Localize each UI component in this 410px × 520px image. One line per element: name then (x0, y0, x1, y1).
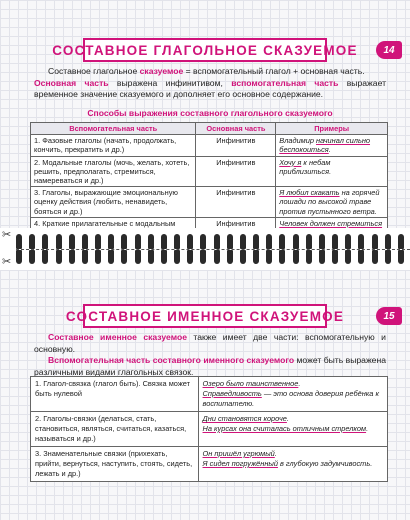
example-subject: Хочу я (279, 157, 302, 167)
spiral-coil (279, 234, 285, 264)
example-text: на горячей лошади по высокой траве против пустынного ветра. (279, 188, 380, 216)
table-header-row (31, 123, 388, 135)
spiral-coils (16, 234, 404, 264)
example-cell (276, 187, 388, 218)
example-cell (276, 156, 388, 187)
spiral-coil (29, 234, 35, 264)
spiral-coil (293, 234, 299, 264)
page-15 (0, 270, 410, 520)
example-text: . (328, 145, 331, 155)
example-predicate: Я сидел погружённый (202, 459, 278, 468)
spiral-coil (56, 234, 62, 264)
aux-cell: 4. Краткие прилагательные с модальным (31, 217, 196, 248)
main-cell: Инфинитив (196, 217, 276, 248)
link-type-cell: 3. Знаменательные связки (прихехать, прийти, вернуться, наступить, стоять, сидеть, лежать и др.) (31, 447, 199, 482)
intro-text: может быть выражена различными видами глагольных связок. (34, 355, 386, 377)
page-14 (0, 0, 410, 228)
table-heading: Способы выражения составного глагольного сказуемого (87, 108, 333, 118)
table-row (31, 156, 388, 187)
page-title: СОСТАВНОЕ ИМЕННОЕ СКАЗУЕМОЕ (83, 304, 327, 328)
column-header: Основная часть (196, 123, 276, 135)
spiral-coil (240, 234, 246, 264)
spiral-coil (306, 234, 312, 264)
example-predicate: Он пришёл угрюмый (202, 449, 275, 458)
term-aux-part: Вспомогательная часть составного именного сказуемого (48, 355, 295, 365)
table-row (31, 187, 388, 218)
spiral-coil (266, 234, 272, 264)
example-text: . (286, 414, 289, 423)
intro-text: выражает временное значение сказуемого и дополняет его основное содержание. (34, 77, 387, 99)
example-text: — это основа доверия ребёнка к воспитателю. (202, 389, 379, 408)
spiral-coil (200, 234, 206, 264)
example-line (203, 449, 383, 459)
main-cell: Инфинитив (196, 187, 276, 218)
spiral-binding (0, 228, 410, 270)
spiral-coil (214, 234, 220, 264)
table-row (31, 377, 388, 412)
spiral-coil (135, 234, 141, 264)
column-header: Вспомогательная часть (31, 123, 196, 135)
spiral-coil (16, 234, 22, 264)
spiral-coil (121, 234, 127, 264)
term-nominal-predicate: Составное именное сказуемое (48, 332, 187, 342)
example-text: в глубокую задумчивость. (277, 459, 373, 468)
aux-cell: 1. Фазовые глаголы (начать, продолжать, кончить, прекратить и др.) (31, 135, 196, 156)
example-cell (198, 412, 387, 447)
spiral-coil (148, 234, 154, 264)
term-skazuemoe: сказуемое (139, 66, 184, 76)
intro-text: Составное глагольное (48, 66, 140, 76)
table-row (31, 447, 388, 482)
example-line (203, 459, 383, 469)
page-title: СОСТАВНОЕ ГЛАГОЛЬНОЕ СКАЗУЕМОЕ (83, 38, 327, 62)
spiral-coil (227, 234, 233, 264)
example-text: . (274, 449, 277, 458)
example-line (203, 414, 383, 424)
spiral-coil (95, 234, 101, 264)
link-type-cell: 1. Глагол-связка (глагол быть). Связка может быть нулевой (31, 377, 199, 412)
table-row (31, 412, 388, 447)
spiral-coil (398, 234, 404, 264)
example-text: Владимир (279, 136, 317, 146)
table-row (31, 135, 388, 156)
scissors-icon: ✂ (2, 256, 12, 268)
term-aux-part: вспомогательная часть (231, 77, 339, 88)
intro-text: = вспомогательный глагол + основная часть. (183, 66, 365, 76)
example-line (203, 379, 383, 389)
example-line (203, 389, 383, 409)
example-text: к небам приблизиться. (279, 157, 332, 176)
example-predicate: На курсах она считалась отличным стрелком (202, 424, 367, 433)
spiral-coil (358, 234, 364, 264)
intro-text: выражена инфинитивом, (108, 77, 232, 88)
main-cell: Инфинитив (196, 135, 276, 156)
spiral-coil (69, 234, 75, 264)
spiral-coil (372, 234, 378, 264)
example-predicate: начинал сильно беспокоиться (279, 136, 371, 155)
intro-paragraph (34, 66, 386, 101)
spiral-coil (161, 234, 167, 264)
scissors-icon: ✂ (2, 229, 12, 241)
main-cell: Инфинитив (196, 156, 276, 187)
spiral-coil (332, 234, 338, 264)
spiral-coil (174, 234, 180, 264)
spiral-coil (187, 234, 193, 264)
spiral-coil (42, 234, 48, 264)
spiral-coil (82, 234, 88, 264)
intro-paragraph (34, 332, 386, 378)
spiral-coil (319, 234, 325, 264)
example-predicate: Дни становятся короче (202, 414, 287, 423)
example-predicate: Озеро было таинственное (202, 379, 299, 388)
example-cell (198, 447, 387, 482)
page-number-badge: 14 (376, 41, 402, 59)
spiral-coil (345, 234, 351, 264)
example-subject: Справедливость (202, 389, 262, 398)
spiral-coil (385, 234, 391, 264)
example-line (203, 424, 383, 434)
term-main-part: Основная часть (34, 77, 109, 88)
example-text: . (366, 424, 369, 433)
column-header: Примеры (276, 123, 388, 135)
nominal-predicate-table (30, 376, 388, 482)
page-number-badge: 15 (376, 307, 402, 325)
spiral-coil (108, 234, 114, 264)
example-predicate: Я любил скакать (279, 188, 340, 198)
intro-text: также имеет две части: вспомогательную и основную. (34, 332, 386, 354)
example-cell (198, 377, 387, 412)
link-type-cell: 2. Глаголы-связки (делаться, стать, становиться, являться, считаться, казаться, называться и др.) (31, 412, 199, 447)
aux-cell: 3. Глаголы, выражающие эмоциональную оценку действия (любить, ненавидеть, бояться и др.) (31, 187, 196, 218)
example-predicate: Человек должен стремиться (279, 218, 383, 228)
example-cell (276, 135, 388, 156)
example-text: . (298, 379, 301, 388)
aux-cell: 2. Модальные глаголы (мочь, желать, хотеть, решить, предполагать, стремиться, намереваться и др.) (31, 156, 196, 187)
spiral-coil (253, 234, 259, 264)
